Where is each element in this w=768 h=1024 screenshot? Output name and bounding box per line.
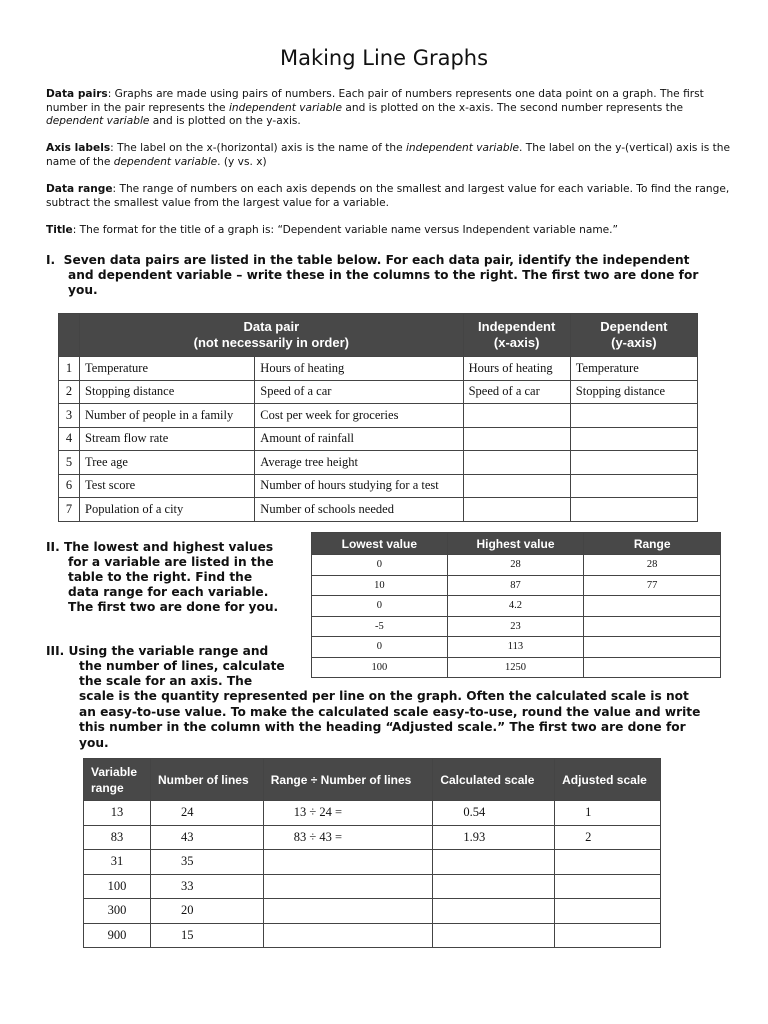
- table-row: [312, 616, 721, 637]
- calculated-scale-cell[interactable]: [433, 923, 555, 948]
- independent-cell[interactable]: [463, 427, 570, 451]
- table-row: [312, 555, 721, 576]
- dependent-variable-term: dependent variable: [46, 115, 150, 128]
- number-of-lines-cell: 24: [150, 801, 263, 826]
- dependent-variable-term: dependent variable: [113, 155, 218, 168]
- independent-cell[interactable]: [463, 474, 570, 498]
- section-3-line-3: the scale for an axis. The: [79, 674, 253, 688]
- section-3-line-2: the number of lines, calculate: [79, 659, 285, 673]
- independent-variable-term: independent variable: [405, 142, 520, 154]
- data-range-table: [311, 532, 721, 678]
- header-calculated-scale: Calculated scale: [433, 759, 555, 801]
- variable-range-cell: 900: [84, 923, 151, 948]
- section-2-line-2: for a variable are listed in the: [68, 555, 274, 569]
- data-pair-item-1: Stopping distance: [80, 380, 255, 404]
- range-divided-cell[interactable]: 83 ÷ 43 =: [263, 825, 433, 850]
- number-of-lines-cell: 43: [150, 825, 263, 850]
- row-number: 1: [59, 357, 80, 381]
- dependent-cell[interactable]: [570, 404, 697, 428]
- dependent-cell[interactable]: [570, 474, 697, 498]
- highest-value-cell: 1250: [447, 657, 584, 678]
- section-3-line-4: scale is the quantity represented per line on the graph. Often the calculated scale is not: [79, 689, 689, 703]
- range-divided-cell[interactable]: [263, 850, 433, 875]
- title-paragraph: [46, 224, 736, 238]
- header-highest-value: Highest value: [447, 533, 584, 555]
- section-2-line-4: data range for each variable.: [68, 585, 269, 599]
- axis-labels-text-3: . (y vs. x): [217, 155, 267, 168]
- header-lowest-value: Lowest value: [312, 533, 448, 555]
- independent-variable-term: independent variable: [228, 101, 343, 114]
- header-adjusted-scale: Adjusted scale: [555, 759, 661, 801]
- page-title: Making Line Graphs: [279, 46, 489, 70]
- row-number: 3: [59, 404, 80, 428]
- adjusted-scale-cell[interactable]: 2: [555, 825, 661, 850]
- table-row: [312, 575, 721, 596]
- lowest-value-cell: 100: [312, 657, 448, 678]
- section-3-instructions: [46, 644, 296, 689]
- table-header-row: [312, 533, 721, 555]
- axis-labels-paragraph: [46, 142, 736, 169]
- title-text: : The format for the title of a graph is: “Dependent variable name versus Independent variable name.”: [72, 224, 619, 236]
- row-number: 5: [59, 451, 80, 475]
- data-pair-item-2: Amount of rainfall: [255, 427, 463, 451]
- range-divided-cell[interactable]: [263, 899, 433, 924]
- calculated-scale-cell[interactable]: 1.93: [433, 825, 555, 850]
- data-pairs-text-3: and is plotted on the y-axis.: [149, 115, 301, 128]
- lowest-value-cell: -5: [312, 616, 448, 637]
- header-data-pair: Data pair (not necessarily in order): [80, 314, 464, 357]
- variable-range-cell: 83: [84, 825, 151, 850]
- title-term: Title: [46, 224, 73, 236]
- adjusted-scale-cell[interactable]: [555, 850, 661, 875]
- section-3-line-6: this number in the column with the heading “Adjusted scale.” The first two are done for: [79, 720, 686, 734]
- section-3-line-1: III. Using the variable range and: [46, 644, 269, 658]
- section-2-line-1: II. The lowest and highest values: [46, 540, 274, 554]
- row-number: 2: [59, 380, 80, 404]
- axis-labels-term: Axis labels: [46, 142, 111, 154]
- axis-labels-text-2: . The label on the y-(vertical) axis is the name of the: [46, 142, 730, 168]
- independent-cell[interactable]: Speed of a car: [463, 380, 570, 404]
- section-2-line-5: The first two are done for you.: [68, 600, 279, 614]
- table-row: [59, 474, 698, 498]
- data-pair-item-1: Stream flow rate: [80, 427, 255, 451]
- adjusted-scale-cell[interactable]: [555, 923, 661, 948]
- section-3-continued: [79, 689, 739, 751]
- scale-table: [83, 758, 661, 948]
- variable-range-cell: 100: [84, 874, 151, 899]
- table-row: [312, 657, 721, 678]
- data-pair-item-2: Number of hours studying for a test: [255, 474, 463, 498]
- header-number-of-lines: Number of lines: [150, 759, 263, 801]
- number-of-lines-cell: 33: [150, 874, 263, 899]
- lowest-value-cell: 10: [312, 575, 448, 596]
- data-pairs-term: Data pairs: [46, 88, 108, 100]
- data-pair-item-2: Number of schools needed: [255, 498, 463, 522]
- section-2-line-3: table to the right. Find the: [68, 570, 253, 584]
- row-number: 7: [59, 498, 80, 522]
- table-row: [84, 850, 661, 875]
- variable-range-cell: 300: [84, 899, 151, 924]
- section-1-line-1: Seven data pairs are listed in the table below. For each data pair, identify the independent: [63, 253, 690, 267]
- independent-cell[interactable]: [463, 404, 570, 428]
- adjusted-scale-cell[interactable]: [555, 874, 661, 899]
- adjusted-scale-cell[interactable]: [555, 899, 661, 924]
- data-pair-item-2: Cost per week for groceries: [255, 404, 463, 428]
- data-pair-item-1: Temperature: [80, 357, 255, 381]
- table-row: [59, 451, 698, 475]
- header-number: [59, 314, 80, 357]
- table-row: [59, 404, 698, 428]
- highest-value-cell: 87: [447, 575, 584, 596]
- range-divided-cell[interactable]: [263, 923, 433, 948]
- variable-range-cell: 13: [84, 801, 151, 826]
- dependent-cell[interactable]: [570, 451, 697, 475]
- data-pairs-text: : Graphs are made using pairs of numbers. Each pair of numbers represents one data point on a graph. The first number in the pair represents the: [46, 88, 704, 114]
- data-range-text: : The range of numbers on each axis depends on the smallest and largest value for each variable. To find the range, subtract the smallest value from the largest value for a variable.: [46, 183, 730, 209]
- number-of-lines-cell: 35: [150, 850, 263, 875]
- variable-range-cell: 31: [84, 850, 151, 875]
- axis-labels-text: : The label on the x-(horizontal) axis is the name of the: [110, 142, 406, 154]
- dependent-cell[interactable]: Stopping distance: [570, 380, 697, 404]
- data-range-term: Data range: [46, 183, 113, 195]
- header-range: Range: [584, 533, 721, 555]
- calculated-scale-cell[interactable]: 0.54: [433, 801, 555, 826]
- table-row: [84, 825, 661, 850]
- section-3-line-5: an easy-to-use value. To make the calculated scale easy-to-use, round the value and write: [79, 704, 701, 719]
- adjusted-scale-cell[interactable]: 1: [555, 801, 661, 826]
- lowest-value-cell: 0: [312, 596, 448, 617]
- section-1-line-3: you.: [68, 283, 98, 298]
- data-pairs-table: [58, 313, 698, 522]
- data-pair-item-1: Test score: [80, 474, 255, 498]
- independent-cell[interactable]: [463, 498, 570, 522]
- section-1-line-2: and dependent variable – write these in the columns to the right. The first two are done for: [68, 268, 699, 283]
- range-cell[interactable]: [584, 596, 721, 617]
- header-independent: Independent (x-axis): [463, 314, 570, 357]
- table-row: [84, 899, 661, 924]
- range-cell[interactable]: [584, 616, 721, 637]
- section-3-line-7: you.: [79, 735, 109, 750]
- section-2-instructions: [46, 540, 296, 615]
- highest-value-cell: 28: [447, 555, 584, 576]
- calculated-scale-cell[interactable]: [433, 850, 555, 875]
- data-pairs-text-2: and is plotted on the x-axis. The second number represents the: [342, 101, 684, 114]
- lowest-value-cell: 0: [312, 555, 448, 576]
- table-row: [84, 801, 661, 826]
- data-range-paragraph: [46, 183, 736, 210]
- number-of-lines-cell: 15: [150, 923, 263, 948]
- data-pair-item-2: Speed of a car: [255, 380, 463, 404]
- calculated-scale-cell[interactable]: [433, 874, 555, 899]
- highest-value-cell: 23: [447, 616, 584, 637]
- row-number: 6: [59, 474, 80, 498]
- table-row: [312, 637, 721, 658]
- data-pair-item-1: Tree age: [80, 451, 255, 475]
- table-row: [59, 498, 698, 522]
- range-cell[interactable]: 28: [584, 555, 721, 576]
- independent-cell[interactable]: [463, 451, 570, 475]
- header-dependent: Dependent (y-axis): [570, 314, 697, 357]
- table-row: [84, 923, 661, 948]
- data-pair-item-2: Average tree height: [255, 451, 463, 475]
- dependent-cell[interactable]: [570, 498, 697, 522]
- calculated-scale-cell[interactable]: [433, 899, 555, 924]
- lowest-value-cell: 0: [312, 637, 448, 658]
- section-1-numeral: I.: [46, 253, 56, 267]
- dependent-cell[interactable]: [570, 427, 697, 451]
- table-row: [59, 380, 698, 404]
- section-1-instructions: [46, 253, 736, 299]
- table-header-row: [59, 314, 698, 357]
- table-header-row: [84, 759, 661, 801]
- data-pair-item-1: Population of a city: [80, 498, 255, 522]
- data-pairs-paragraph: [46, 88, 736, 129]
- range-cell[interactable]: 77: [584, 575, 721, 596]
- dependent-cell[interactable]: Temperature: [570, 357, 697, 381]
- range-cell[interactable]: [584, 637, 721, 658]
- table-row: [312, 596, 721, 617]
- data-pair-item-2: Hours of heating: [255, 357, 463, 381]
- highest-value-cell: 4.2: [447, 596, 584, 617]
- independent-cell[interactable]: Hours of heating: [463, 357, 570, 381]
- highest-value-cell: 113: [447, 637, 584, 658]
- table-row: [84, 874, 661, 899]
- header-range-divided: Range ÷ Number of lines: [263, 759, 433, 801]
- table-row: [59, 427, 698, 451]
- range-cell[interactable]: [584, 657, 721, 678]
- header-variable-range: Variable range: [84, 759, 151, 801]
- data-pair-item-1: Number of people in a family: [80, 404, 255, 428]
- range-divided-cell[interactable]: 13 ÷ 24 =: [263, 801, 433, 826]
- range-divided-cell[interactable]: [263, 874, 433, 899]
- table-row: [59, 357, 698, 381]
- row-number: 4: [59, 427, 80, 451]
- number-of-lines-cell: 20: [150, 899, 263, 924]
